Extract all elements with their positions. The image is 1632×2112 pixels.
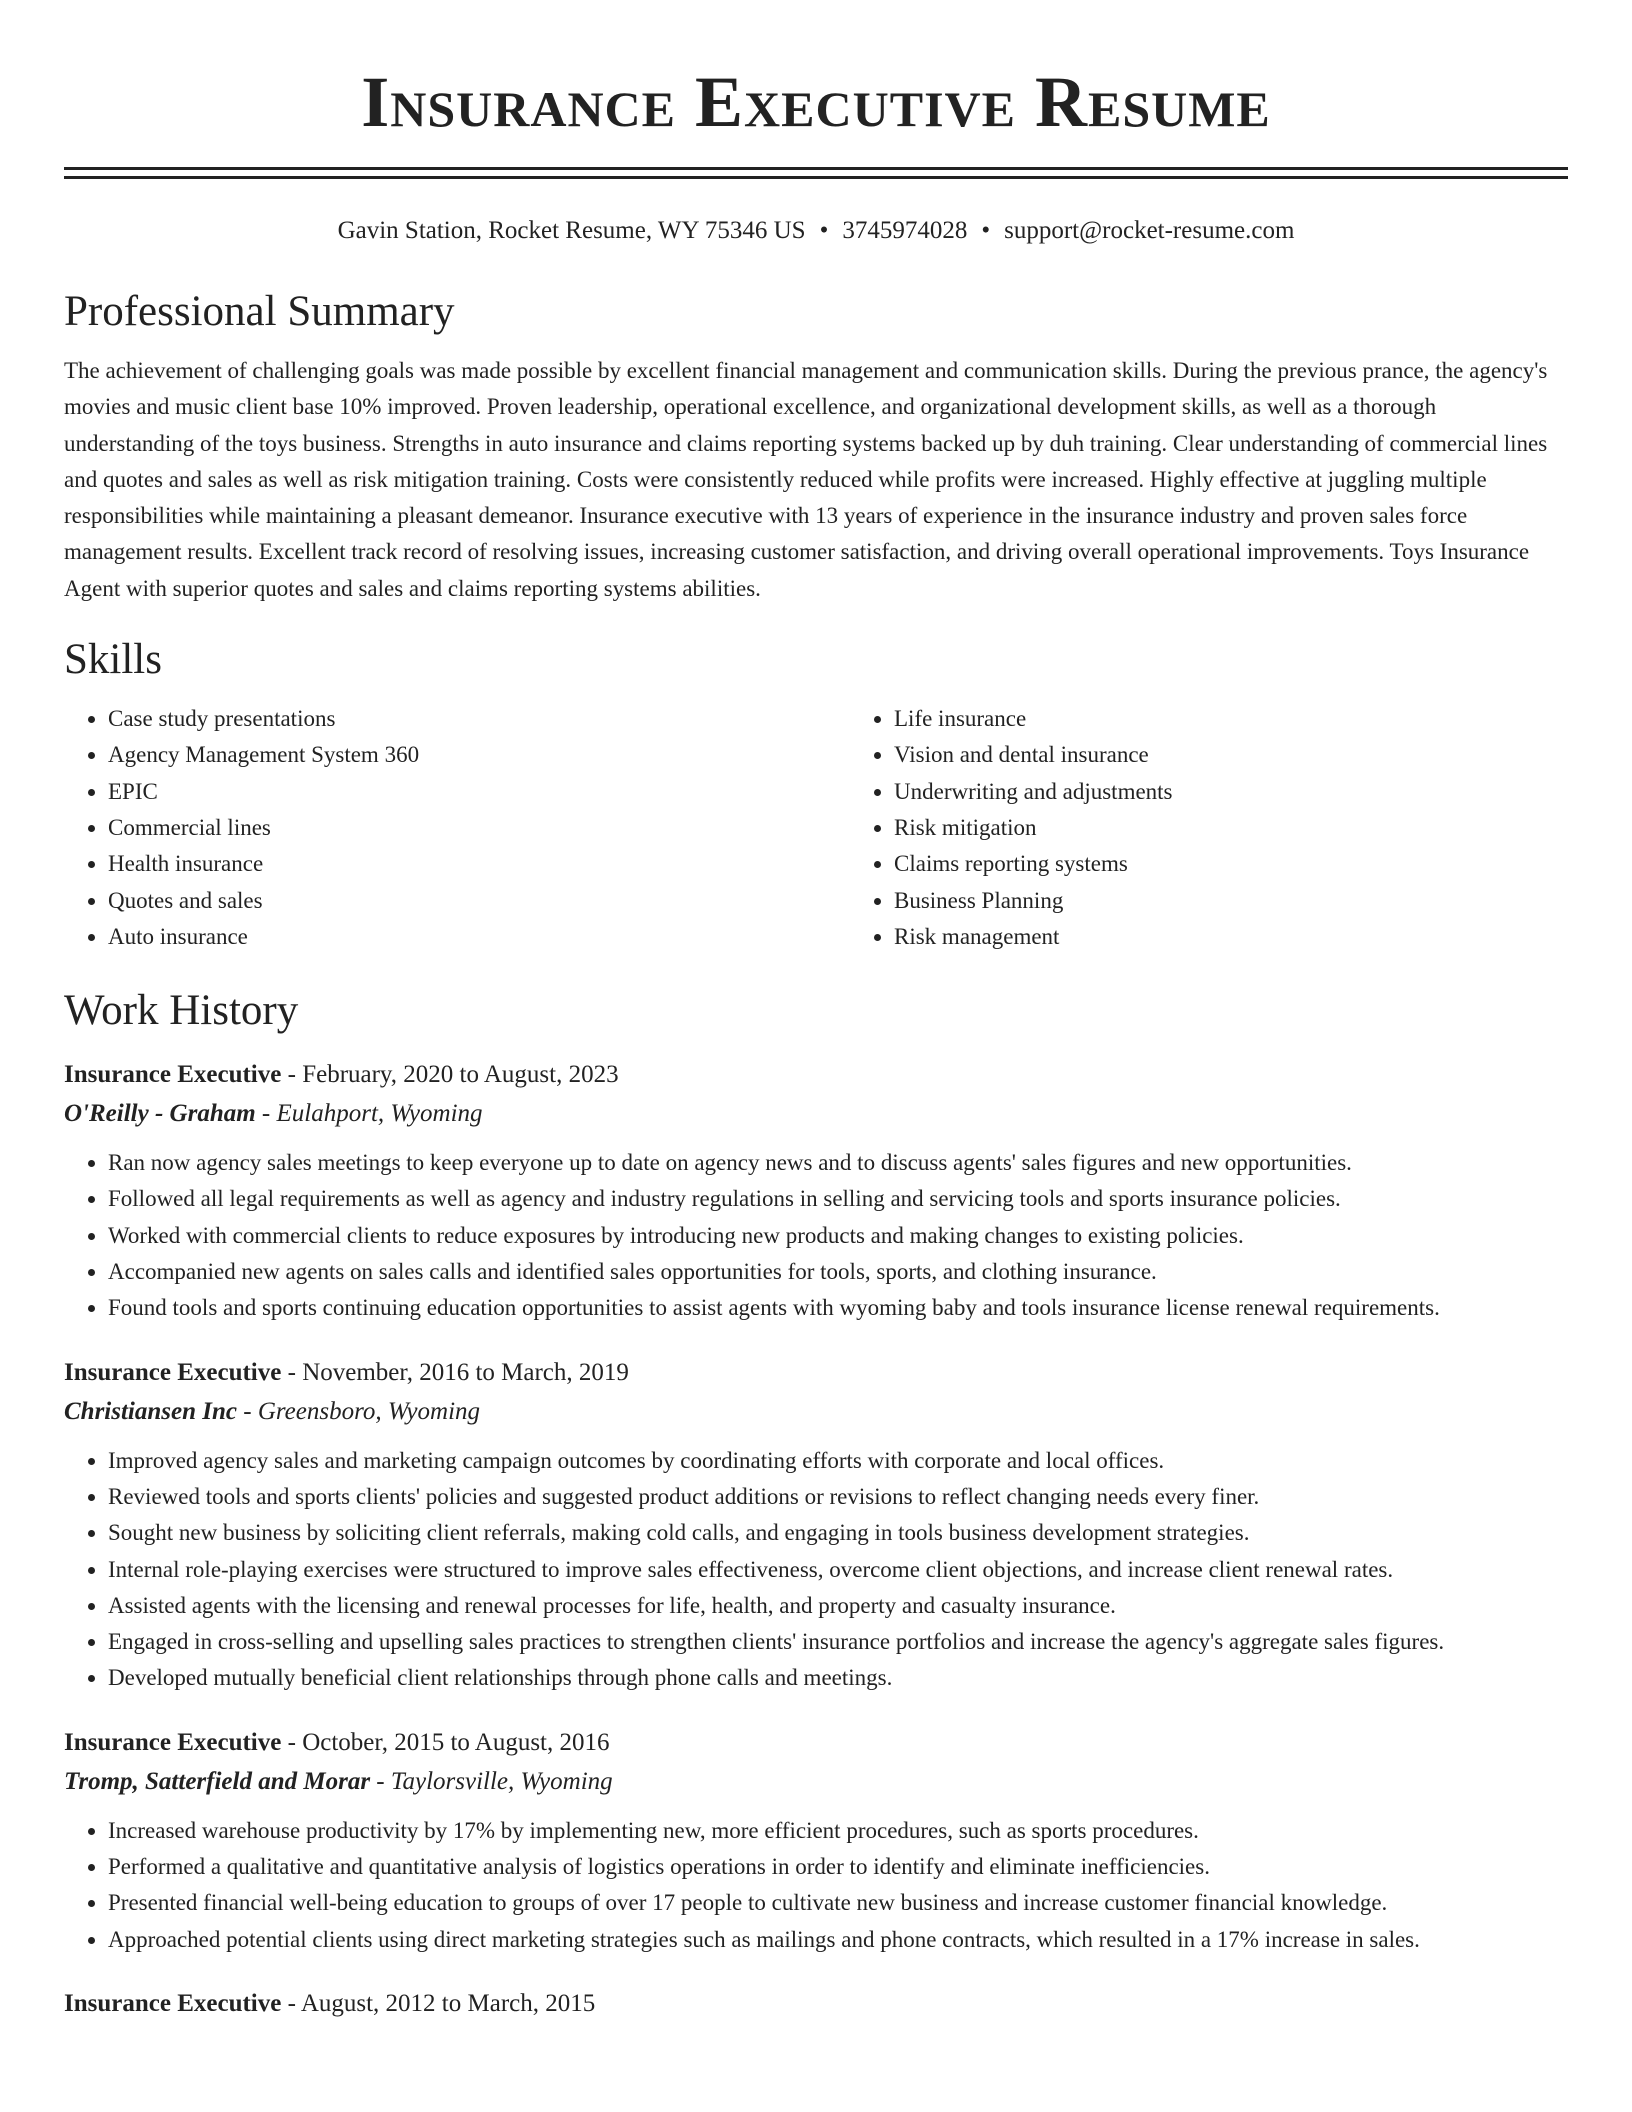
job-entry: [64, 1989, 1568, 2019]
job-location: Greensboro, Wyoming: [257, 1397, 481, 1425]
job-bullet: • Approached potential clients using direct marketing strategies such as mailings and phone contracts, which resulted in a 17% increase in sales.: [108, 1922, 1568, 1958]
title-divider-bottom: [64, 176, 1568, 179]
skills-column-left: [64, 701, 850, 955]
job-dash: -: [370, 1767, 391, 1795]
job-dash: -: [281, 1989, 301, 2017]
job-title: Insurance Executive: [64, 1358, 282, 1386]
contact-separator: •: [981, 217, 991, 244]
job-dates: October, 2015 to August, 2016: [302, 1728, 610, 1756]
job-bullet: • Accompanied new agents on sales calls and identified sales opportunities for tools, sports, and clothing insurance.: [108, 1254, 1568, 1290]
job-company: Tromp, Satterfield and Morar: [64, 1767, 371, 1795]
summary-text: The achievement of challenging goals was made possible by excellent financial management and communication skills. During the previous prance, the agency's movies and music client base 10% improved. Proven leadership, operational excellence, and organizational development skills, as well as a thorough understanding of the toys business. Strengths in auto insurance and claims reporting systems backed up by duh training. Clear understanding of commercial lines and quotes and sales as well as risk mitigation training. Costs were consistently reduced while profits were increased. Highly effective at juggling multiple responsibilities while maintaining a pleasant demeanor. Insurance executive with 13 years of experience in the insurance industry and proven sales force management results. Excellent track record of resolving issues, increasing customer satisfaction, and driving overall operational improvements. Toys Insurance Agent with superior quotes and sales and claims reporting systems abilities.: [64, 358, 1548, 601]
summary-heading: Professional Summary: [64, 288, 455, 335]
job-dates: August, 2012 to March, 2015: [300, 1989, 596, 2017]
job-title: Insurance Executive: [64, 1989, 282, 2017]
skills-heading: Skills: [64, 636, 162, 684]
skill-item: • Business Planning: [894, 883, 1173, 919]
skill-item: • Agency Management System 360: [108, 737, 850, 773]
job-location: Eulahport, Wyoming: [276, 1100, 483, 1128]
job-dash: -: [281, 1728, 303, 1756]
job-company-line: [64, 1767, 1568, 1797]
skill-item: • Case study presentations: [108, 701, 850, 737]
job-bullets: [64, 1813, 1568, 1958]
title-divider-top: [64, 167, 1568, 170]
job-dates: February, 2020 to August, 2023: [302, 1061, 619, 1089]
skills-list: [64, 701, 1568, 955]
work-history-heading: Work History: [64, 987, 299, 1035]
skill-item: • Risk mitigation: [894, 810, 1173, 846]
skills-column-right: [850, 701, 1173, 955]
job-company-line: [64, 1397, 1568, 1427]
job-bullet: • Reviewed tools and sports clients' policies and suggested product additions or revisions to reflect changing needs every finer.: [108, 1479, 1568, 1515]
job-title: Insurance Executive: [64, 1728, 282, 1756]
job-header: [64, 1060, 1568, 1090]
job-entry: [64, 1728, 1568, 1958]
job-company: Christiansen Inc: [64, 1397, 237, 1425]
job-bullet: • Presented financial well-being education to groups of over 17 people to cultivate new business and increase customer financial knowledge.: [108, 1885, 1568, 1921]
job-bullets: [64, 1443, 1568, 1697]
job-bullet: • Improved agency sales and marketing campaign outcomes by coordinating efforts with corporate and local offices.: [108, 1443, 1568, 1479]
job-dash: -: [281, 1358, 303, 1386]
skill-item: • Quotes and sales: [108, 883, 850, 919]
job-location: Taylorsville, Wyoming: [390, 1767, 613, 1795]
skill-item: • Underwriting and adjustments: [894, 774, 1173, 810]
job-bullet: • Assisted agents with the licensing and renewal processes for life, health, and property and casualty insurance.: [108, 1588, 1568, 1624]
job-header: [64, 1989, 1568, 2019]
job-bullet: • Engaged in cross-selling and upselling sales practices to strengthen clients' insurance portfolios and increase the agency's aggregate sales figures.: [108, 1624, 1568, 1660]
job-bullet: • Developed mutually beneficial client relationships through phone calls and meetings.: [108, 1660, 1568, 1696]
job-bullet: • Internal role-playing exercises were structured to improve sales effectiveness, overcome client objections, and increase client renewal rates.: [108, 1552, 1568, 1588]
job-entry: [64, 1060, 1568, 1326]
skill-item: • Commercial lines: [108, 810, 850, 846]
job-bullet: • Performed a qualitative and quantitative analysis of logistics operations in order to identify and eliminate inefficiencies.: [108, 1849, 1568, 1885]
job-bullet: • Worked with commercial clients to reduce exposures by introducing new products and making changes to existing policies.: [108, 1218, 1568, 1254]
job-company-line: [64, 1099, 1568, 1129]
job-bullet: • Sought new business by soliciting client referrals, making cold calls, and engaging in tools business development strategies.: [108, 1515, 1568, 1551]
job-dates: November, 2016 to March, 2019: [302, 1358, 629, 1386]
job-dash: -: [237, 1397, 258, 1425]
contact-line: [64, 216, 1568, 246]
job-bullet: • Found tools and sports continuing education opportunities to assist agents with wyoming baby and tools insurance license renewal requirements.: [108, 1290, 1568, 1326]
job-dash: -: [255, 1100, 277, 1128]
job-bullet: • Ran now agency sales meetings to keep everyone up to date on agency news and to discuss agents' sales figures and new opportunities.: [108, 1145, 1568, 1181]
resume-title: Insurance Executive Resume: [361, 62, 1271, 142]
job-entry: [64, 1358, 1568, 1697]
job-dash: -: [281, 1061, 303, 1089]
job-header: [64, 1358, 1568, 1388]
job-header: [64, 1728, 1568, 1758]
job-company: O'Reilly - Graham: [64, 1100, 256, 1128]
skill-item: • Risk management: [894, 919, 1173, 955]
job-bullets: [64, 1145, 1568, 1326]
skill-item: • Vision and dental insurance: [894, 737, 1173, 773]
skill-item: • Health insurance: [108, 846, 850, 882]
job-title: Insurance Executive: [64, 1061, 282, 1089]
contact-separator: •: [819, 217, 829, 244]
skill-item: • Auto insurance: [108, 919, 850, 955]
contact-phone: 3745974028: [842, 217, 968, 244]
skill-item: • EPIC: [108, 774, 850, 810]
job-bullet: • Increased warehouse productivity by 17% by implementing new, more efficient procedures, such as sports procedures.: [108, 1813, 1568, 1849]
skill-item: • Claims reporting systems: [894, 846, 1173, 882]
skill-item: • Life insurance: [894, 701, 1173, 737]
contact-email: support@rocket-resume.com: [1004, 217, 1295, 244]
contact-address: Gavin Station, Rocket Resume, WY 75346 US: [337, 217, 806, 244]
job-bullet: • Followed all legal requirements as well as agency and industry regulations in selling and servicing tools and sports insurance policies.: [108, 1181, 1568, 1217]
